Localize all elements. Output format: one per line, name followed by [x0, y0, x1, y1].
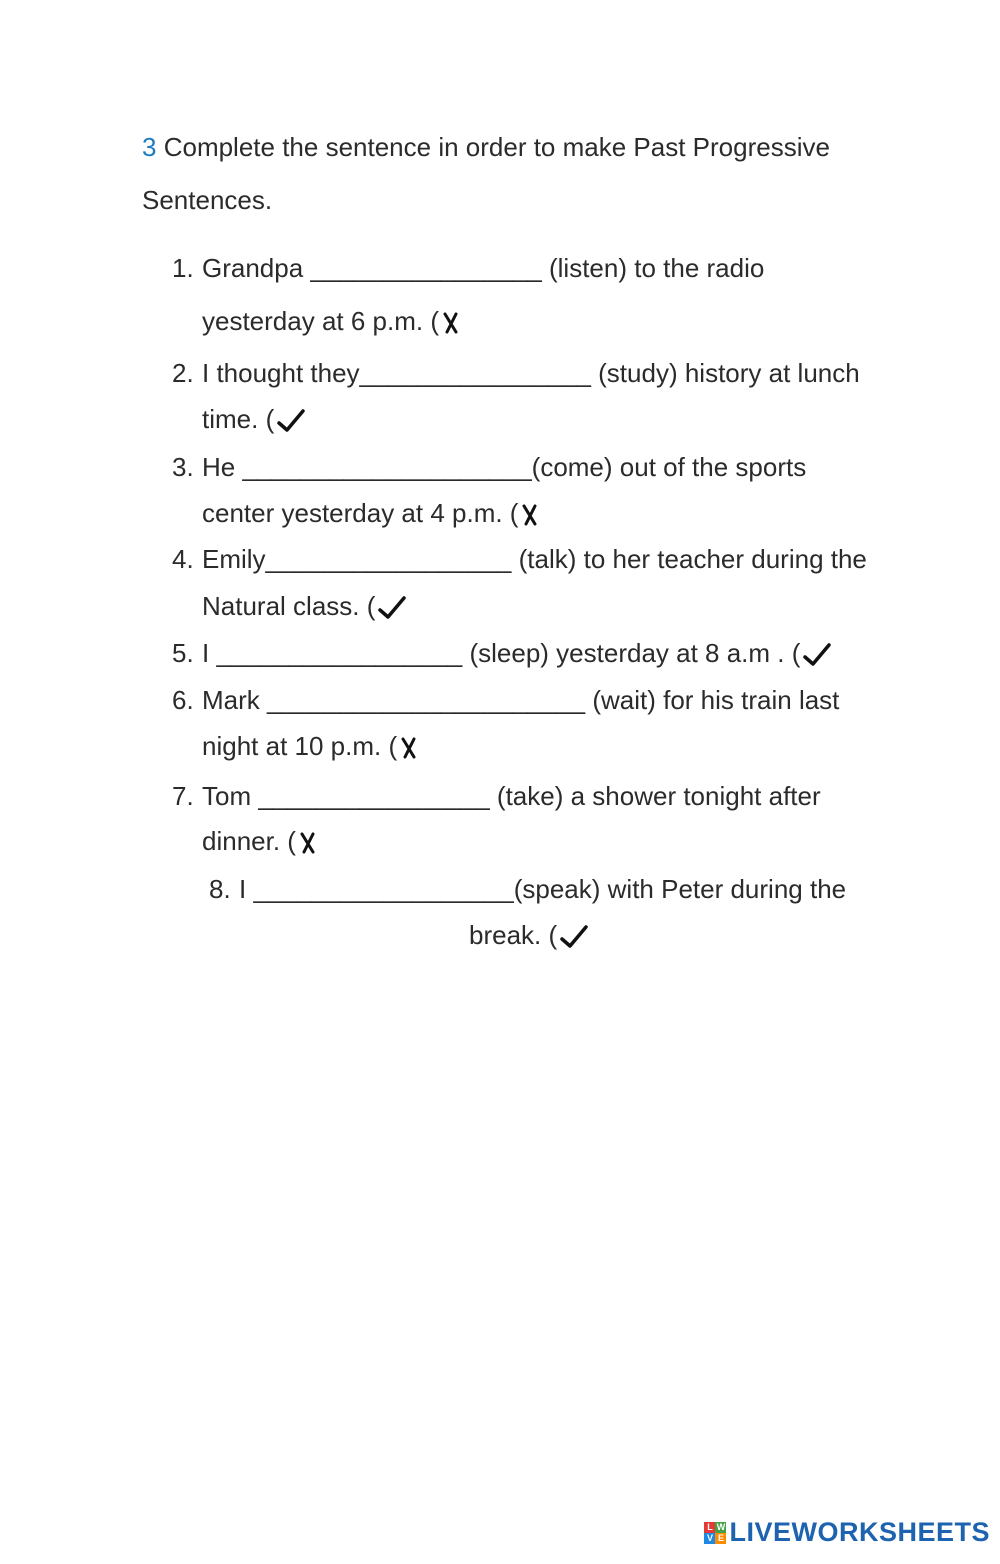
item-1-line-1: 1. Grandpa ________________ (listen) to the radio: [172, 253, 765, 283]
cross-mark-icon: [520, 502, 538, 528]
logo-text: LIVEWORKSHEETS: [729, 1517, 990, 1547]
item-6-line-1: 6. Mark ______________________ (wait) for his train last: [172, 685, 840, 715]
item-2-line-1: 2. I thought they________________ (study) history at lunch: [172, 358, 860, 388]
liveworksheets-logo: [704, 1517, 990, 1548]
check-mark-icon: [276, 408, 306, 434]
item-5-line-1: 5. I _________________ (sleep) yesterday at 8 a.m . (: [172, 638, 832, 669]
liveworksheets-logo-icon: L W V E: [704, 1522, 726, 1544]
item-6-line-2: night at 10 p.m. (: [202, 731, 417, 762]
item-1-line-2: yesterday at 6 p.m. (: [202, 306, 459, 337]
item-2-line-2: time. (: [202, 404, 306, 435]
item-7-line-1: 7. Tom ________________ (take) a shower tonight after: [172, 781, 821, 811]
item-3-line-2: center yesterday at 4 p.m. (: [202, 498, 538, 529]
item-8-line-1: 8. I __________________(speak) with Peter during the: [209, 874, 847, 904]
item-4-line-1: 4. Emily_________________ (talk) to her teacher during the: [172, 544, 867, 574]
cross-mark-icon: [298, 830, 316, 856]
item-3-line-1: 3. He ____________________(come) out of the sports: [172, 452, 807, 482]
check-mark-icon: [802, 642, 832, 668]
exercise-number: 3: [142, 132, 157, 162]
check-mark-icon: [377, 595, 407, 621]
cross-mark-icon: [399, 735, 417, 761]
exercise-instructions: Complete the sentence in order to make Past Progressive Sentences.: [142, 132, 830, 215]
item-4-line-2: Natural class. (: [202, 591, 407, 622]
cross-mark-icon: [441, 310, 459, 336]
item-8-line-2: break. (: [469, 920, 589, 951]
item-7-line-2: dinner. (: [202, 826, 316, 857]
exercise-heading: [142, 121, 862, 227]
check-mark-icon: [559, 924, 589, 950]
